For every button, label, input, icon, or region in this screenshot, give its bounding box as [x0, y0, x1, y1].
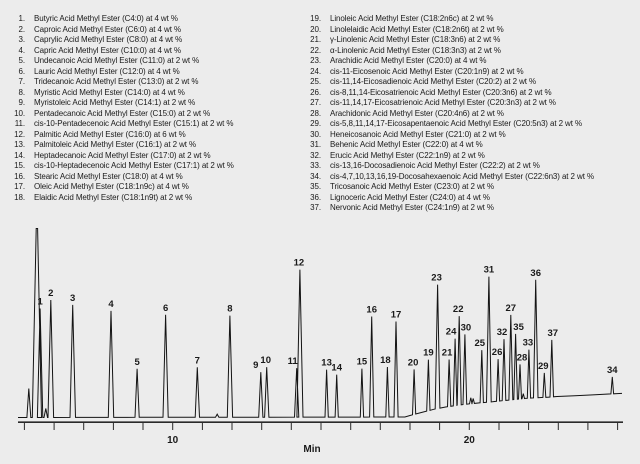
legend-item-number: 17.: [14, 182, 25, 191]
legend-item-number: 36.: [310, 192, 321, 202]
chromatogram-trace: [18, 229, 622, 418]
legend-item-number: 2.: [18, 24, 25, 34]
legend-item-label: Behenic Acid Methyl Ester (C22:0) at 4 wt %: [330, 140, 483, 149]
legend-item-label: Heneicosanoic Acid Methyl Ester (C21:0) at 2 wt %: [330, 129, 506, 139]
legend-item-number: 4.: [18, 45, 25, 55]
peak-label-14: 14: [331, 362, 342, 374]
legend-item-label: Myristoleic Acid Methyl Ester (C14:1) at 2 wt %: [34, 98, 196, 107]
x-axis-tick-label: 10: [167, 435, 179, 447]
legend-item-number: 11.: [14, 119, 25, 128]
peak-label-31: 31: [483, 264, 495, 276]
peak-label-12: 12: [293, 257, 305, 269]
legend-item-number: 34.: [310, 171, 321, 181]
x-axis-tick-label: 20: [463, 435, 475, 447]
peak-label-30: 30: [460, 322, 472, 334]
legend-item-number: 7.: [18, 77, 25, 86]
peak-label-11: 11: [287, 356, 298, 368]
legend-item-number: 18.: [14, 192, 25, 202]
peak-label-32: 32: [496, 327, 508, 339]
legend-item-number: 20.: [310, 24, 321, 34]
peak-label-23: 23: [431, 272, 442, 284]
legend-item-number: 27.: [310, 98, 321, 107]
peak-label-7: 7: [194, 355, 200, 367]
legend-item-label: cis-10-Heptadecenoic Acid Methyl Ester (C17:1) at 2 wt %: [34, 161, 234, 170]
legend-item-number: 16.: [14, 171, 25, 181]
legend-item-number: 23.: [310, 56, 321, 65]
peak-label-4: 4: [108, 298, 114, 310]
legend-item-number: 21.: [310, 35, 321, 44]
peak-label-35: 35: [513, 321, 524, 333]
peak-label-17: 17: [390, 309, 402, 321]
legend-item-number: 32.: [310, 150, 321, 160]
peak-label-3: 3: [70, 292, 76, 304]
peak-label-20: 20: [407, 357, 419, 369]
legend-item-label: Tridecanoic Acid Methyl Ester (C13:0) at 2 wt %: [34, 77, 199, 86]
legend-item-label: Lignoceric Acid Methyl Ester (C24:0) at 4 wt %: [330, 192, 490, 202]
legend-item-label: Palmitoleic Acid Methyl Ester (C16:1) at 2 wt %: [34, 140, 197, 149]
peak-label-5: 5: [134, 356, 140, 368]
peak-label-13: 13: [321, 357, 332, 369]
legend-item-number: 15.: [14, 161, 25, 170]
legend-item-number: 19.: [310, 14, 321, 23]
peak-label-25: 25: [474, 338, 486, 350]
legend-item-number: 10.: [14, 108, 25, 118]
legend-item-number: 33.: [310, 161, 321, 170]
legend-item-label: cis-5,8,11,14,17-Eicosapentaenoic Acid Methyl Ester (C20:5n3) at 2 wt %: [330, 119, 582, 128]
legend-item-number: 30.: [310, 129, 321, 139]
legend-item-label: α-Linolenic Acid Methyl Ester (C18:3n3) at 2 wt %: [330, 45, 501, 55]
peak-label-21: 21: [441, 347, 453, 359]
peak-label-27: 27: [505, 302, 517, 314]
legend-item-label: Arachidic Acid Methyl Ester (C20:0) at 4 wt %: [330, 56, 487, 65]
legend-item-number: 8.: [18, 87, 25, 97]
peak-label-26: 26: [491, 347, 503, 359]
legend-item-label: Butyric Acid Methyl Ester (C4:0) at 4 wt %: [34, 14, 178, 23]
peak-label-22: 22: [452, 304, 464, 316]
peak-label-8: 8: [227, 303, 233, 315]
peak-label-29: 29: [538, 360, 549, 372]
legend-item-label: Linolelaidic Acid Methyl Ester (C18:2n6t) at 2 wt %: [330, 24, 504, 34]
peak-label-18: 18: [380, 355, 391, 366]
legend-item-label: cis-10-Pentadecenoic Acid Methyl Ester (C15:1) at 2 wt %: [34, 119, 234, 128]
legend-item-number: 1.: [18, 14, 25, 23]
legend-item-label: Stearic Acid Methyl Ester (C18:0) at 4 wt %: [34, 171, 183, 181]
peak-label-33: 33: [522, 337, 534, 349]
legend-item-number: 31.: [310, 140, 321, 149]
legend-item-label: cis-4,7,10,13,16,19-Docosahexaenoic Acid Methyl Ester (C22:6n3) at 2 wt %: [330, 171, 594, 181]
legend-item-number: 28.: [310, 108, 321, 118]
legend-item-label: Erucic Acid Methyl Ester (C22:1n9) at 2 wt %: [330, 150, 485, 160]
peak-label-34: 34: [607, 364, 618, 376]
legend-item-number: 9.: [18, 98, 25, 107]
peak-label-36: 36: [530, 267, 541, 279]
legend-item-number: 22.: [310, 45, 321, 55]
peak-label-9: 9: [253, 360, 259, 372]
peak-label-2: 2: [48, 288, 54, 299]
peak-label-15: 15: [356, 356, 368, 368]
legend-item-label: cis-11-Eicosenoic Acid Methyl Ester (C20:1n9) at 2 wt %: [330, 66, 524, 76]
legend-item-number: 5.: [18, 56, 25, 65]
legend-item-label: Tricosanoic Acid Methyl Ester (C23:0) at 2 wt %: [330, 182, 494, 191]
legend-item-label: cis-8,11,14-Eicosatrienoic Acid Methyl Ester (C20:3n6) at 2 wt %: [330, 87, 552, 97]
legend-item-number: 29.: [310, 119, 321, 128]
peak-label-16: 16: [366, 304, 377, 316]
legend-item-label: Arachidonic Acid Methyl Ester (C20:4n6) at 2 wt %: [330, 108, 504, 118]
legend-item-number: 13.: [14, 140, 25, 149]
legend-item-number: 24.: [310, 66, 321, 76]
legend-item-label: cis-13,16-Docosadienoic Acid Methyl Ester (C22:2) at 2 wt %: [330, 161, 540, 170]
peak-label-6: 6: [162, 302, 169, 314]
peak-label-10: 10: [260, 355, 271, 367]
legend-item-label: Lauric Acid Methyl Ester (C12:0) at 4 wt %: [34, 66, 180, 76]
legend-item-number: 25.: [310, 77, 321, 86]
peak-label-37: 37: [547, 327, 559, 339]
legend-item-label: Myristic Acid Methyl Ester (C14:0) at 4 wt %: [34, 87, 185, 97]
legend-item-label: Palmitic Acid Methyl Ester (C16:0) at 6 wt %: [34, 129, 186, 139]
legend-item-label: Heptadecanoic Acid Methyl Ester (C17:0) at 2 wt %: [34, 150, 211, 160]
peak-label-19: 19: [423, 347, 434, 359]
legend-item-number: 3.: [18, 35, 25, 44]
legend-item-number: 35.: [310, 182, 321, 191]
legend-item-label: γ-Linolenic Acid Methyl Ester (C18:3n6) at 2 wt %: [330, 35, 501, 44]
legend-item-label: Elaidic Acid Methyl Ester (C18:1n9t) at 2 wt %: [34, 192, 193, 202]
legend-item-number: 6.: [18, 66, 25, 76]
legend-item-label: Capric Acid Methyl Ester (C10:0) at 4 wt %: [34, 45, 181, 55]
legend-item-label: Oleic Acid Methyl Ester (C18:1n9c) at 4 wt %: [34, 182, 189, 191]
legend-item-label: Pentadecanoic Acid Methyl Ester (C15:0) at 2 wt %: [34, 108, 211, 118]
peak-label-1: 1: [37, 296, 43, 308]
legend-item-label: Caprylic Acid Methyl Ester (C8:0) at 4 wt %: [34, 35, 183, 44]
peak-label-24: 24: [445, 326, 457, 338]
legend-item-number: 12.: [14, 129, 25, 139]
legend-item-number: 37.: [310, 203, 321, 212]
x-axis-unit-label: Min: [303, 444, 321, 455]
legend-item-number: 14.: [14, 150, 25, 160]
legend-item-label: Linoleic Acid Methyl Ester (C18:2n6c) at 2 wt %: [330, 14, 494, 23]
peak-label-28: 28: [516, 352, 528, 364]
legend-item-label: cis-11,14,17-Eicosatrienoic Acid Methyl Ester (C20:3n3) at 2 wt %: [330, 98, 556, 107]
legend-item-label: Undecanoic Acid Methyl Ester (C11:0) at 2 wt %: [34, 56, 200, 65]
legend-item-label: cis-11,14-Eicosadienoic Acid Methyl Ester (C20:2) at 2 wt %: [330, 77, 537, 86]
legend-item-number: 26.: [310, 87, 321, 97]
legend-item-label: Caproic Acid Methyl Ester (C6:0) at 4 wt %: [34, 24, 181, 34]
legend-item-label: Nervonic Acid Methyl Ester (C24:1n9) at 2 wt %: [330, 203, 494, 212]
